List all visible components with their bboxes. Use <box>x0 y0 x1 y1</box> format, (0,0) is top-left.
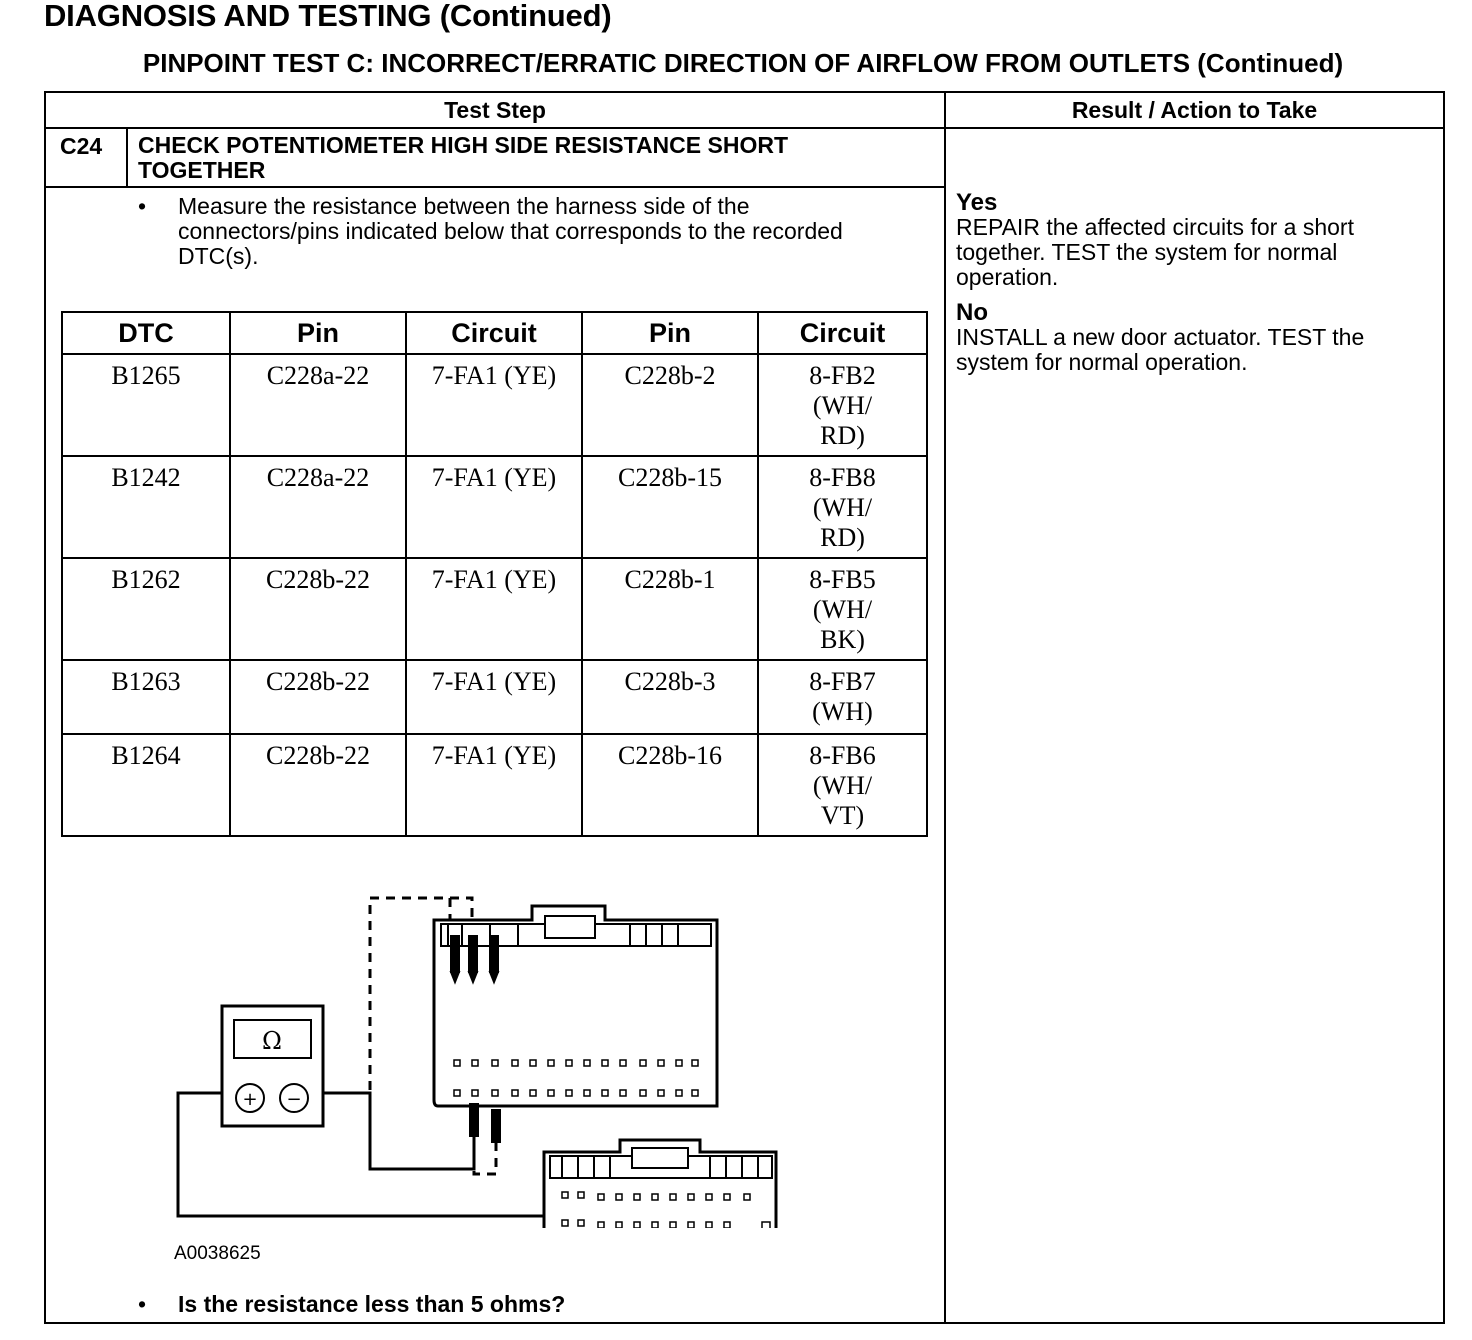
circuit-line: BK) <box>820 625 865 654</box>
circuit-cell: 7-FA1 (YE) <box>406 734 582 836</box>
dtc-cell: B1263 <box>62 660 230 734</box>
circuit-cell <box>758 456 927 558</box>
circuit-line: (WH/ <box>812 493 873 522</box>
plus-sign: + <box>242 1089 258 1110</box>
table-row <box>62 734 927 836</box>
circuit-cell: 7-FA1 (YE) <box>406 558 582 660</box>
yes-label: Yes <box>956 189 998 216</box>
circuit-line: 8-FB5 <box>809 565 876 594</box>
dtc-cell: B1242 <box>62 456 230 558</box>
pin-cell: C228b-3 <box>582 660 758 734</box>
instruction-text: Measure the resistance between the harness side of the connectors/pins indicated below that corresponds to the recorded DTC(s). <box>178 193 843 269</box>
dtc-cell: B1265 <box>62 354 230 456</box>
figure-code: A0038625 <box>174 1243 261 1264</box>
yes-action: REPAIR the affected circuits for a short together. TEST the system for normal operation. <box>956 214 1354 290</box>
ohmmeter-connector-diagram <box>170 878 810 1228</box>
result-action-header: Result / Action to Take <box>1071 97 1318 123</box>
header-divider <box>46 127 1443 129</box>
table-row <box>62 558 927 660</box>
circuit-line: (WH) <box>812 697 873 726</box>
circuit-line: RD) <box>820 523 865 552</box>
circuit-line: (WH/ <box>812 771 873 800</box>
circuit-cell: 7-FA1 (YE) <box>406 354 582 456</box>
pin-cell: C228a-22 <box>230 354 406 456</box>
circuit-line: (WH/ <box>812 595 873 624</box>
circuit-line: 8-FB6 <box>809 741 876 770</box>
dtc-cell: B1262 <box>62 558 230 660</box>
circuit-cell <box>758 354 927 456</box>
connector-c228b <box>544 1140 776 1228</box>
step-title: CHECK POTENTIOMETER HIGH SIDE RESISTANCE SHORT TOGETHER <box>138 132 789 183</box>
no-action: INSTALL a new door actuator. TEST the system for normal operation. <box>956 324 1365 375</box>
circuit-line: (WH/ <box>812 391 873 420</box>
table-row <box>62 456 927 558</box>
bullet-icon: • <box>138 1291 147 1317</box>
page-title: DIAGNOSIS AND TESTING (Continued) <box>44 0 612 33</box>
column-header: Pin <box>230 312 406 354</box>
result-yes <box>956 190 1436 290</box>
pin-cell: C228b-15 <box>582 456 758 558</box>
pin-cell: C228b-16 <box>582 734 758 836</box>
circuit-cell <box>758 660 927 734</box>
circuit-cell: 7-FA1 (YE) <box>406 456 582 558</box>
circuit-line: 8-FB8 <box>809 463 876 492</box>
dtc-cell: B1264 <box>62 734 230 836</box>
circuit-line: 8-FB2 <box>809 361 876 390</box>
minus-sign: − <box>286 1089 302 1110</box>
circuit-cell: 7-FA1 (YE) <box>406 660 582 734</box>
ohmmeter <box>222 1006 323 1126</box>
table-row <box>62 660 927 734</box>
table-row <box>62 354 927 456</box>
bullet-icon: • <box>138 193 147 219</box>
pin-cell: C228a-22 <box>230 456 406 558</box>
test-step-header: Test Step <box>444 97 546 123</box>
pin-cell: C228b-22 <box>230 734 406 836</box>
circuit-line: 8-FB7 <box>809 667 876 696</box>
circuit-cell <box>758 734 927 836</box>
circuit-line: VT) <box>820 801 865 830</box>
question-text: Is the resistance less than 5 ohms? <box>178 1291 566 1317</box>
pin-cell: C228b-2 <box>582 354 758 456</box>
pinpoint-test-title: PINPOINT TEST C: INCORRECT/ERRATIC DIRECTION OF AIRFLOW FROM OUTLETS (Continued) <box>142 48 1344 78</box>
column-header: Circuit <box>758 312 927 354</box>
column-header: Pin <box>582 312 758 354</box>
test-step-frame <box>44 91 1445 1324</box>
column-header: DTC <box>62 312 230 354</box>
table-header-row <box>62 312 927 354</box>
step-id-divider <box>126 129 128 186</box>
result-no <box>956 300 1436 375</box>
column-header: Circuit <box>406 312 582 354</box>
no-label: No <box>956 299 988 326</box>
step-id: C24 <box>60 133 103 159</box>
pin-cell: C228b-22 <box>230 660 406 734</box>
ohm-symbol: Ω <box>262 1027 282 1055</box>
pin-cell: C228b-22 <box>230 558 406 660</box>
pin-cell: C228b-1 <box>582 558 758 660</box>
column-divider <box>944 93 946 1322</box>
step-title-divider <box>46 186 944 188</box>
dtc-pin-table <box>61 311 928 837</box>
circuit-line: RD) <box>820 421 865 450</box>
circuit-cell <box>758 558 927 660</box>
